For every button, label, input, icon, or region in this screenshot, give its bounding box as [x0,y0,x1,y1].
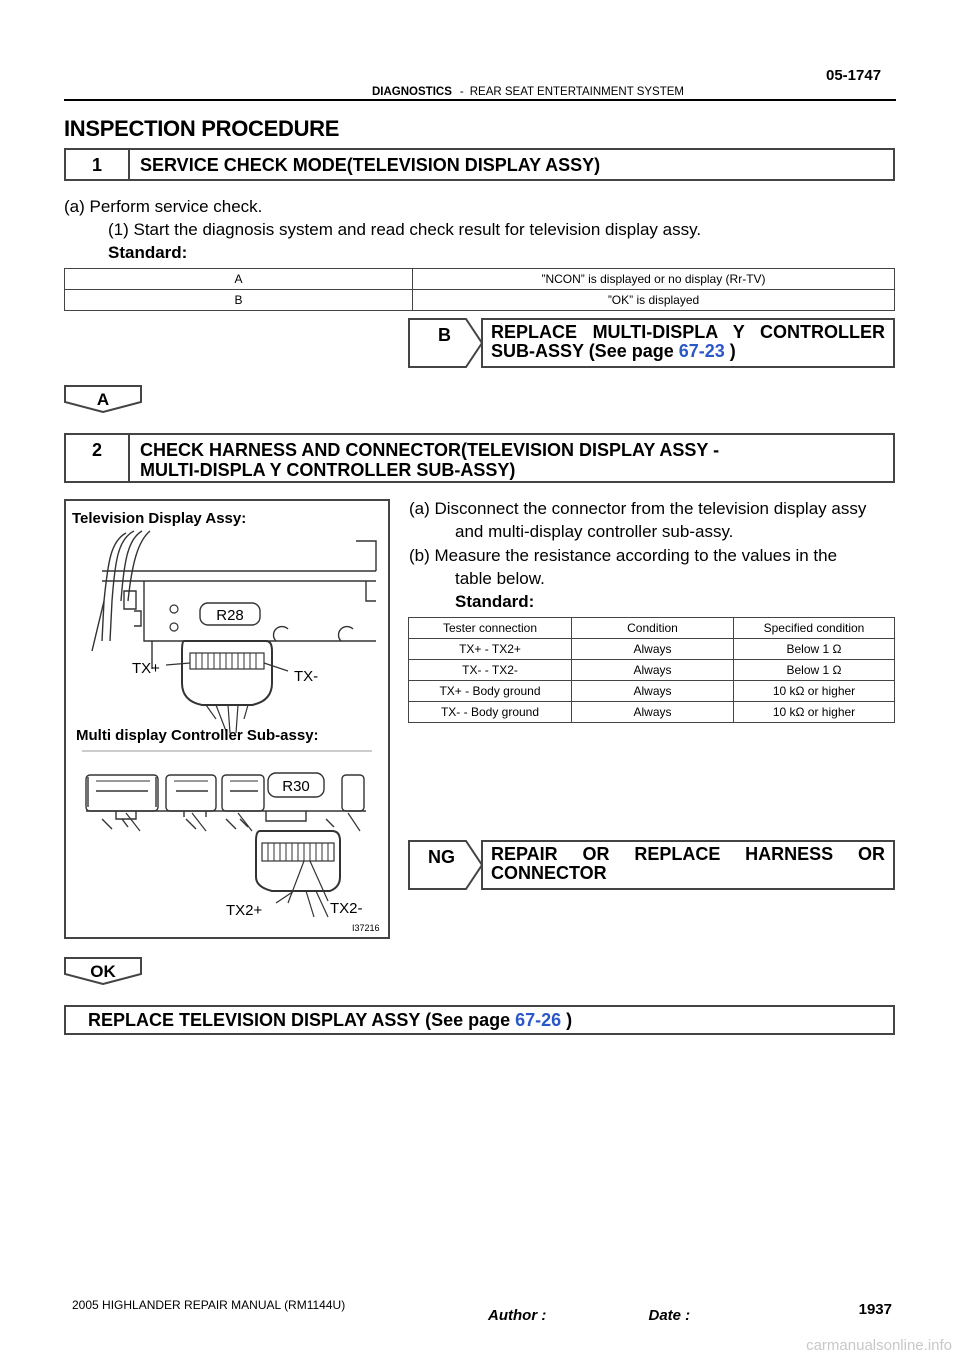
table-row [409,660,895,681]
table-row [409,639,895,660]
step-2-line-a2: and multi-display controller sub-assy. [455,522,734,541]
step-2-title-line2: MULTI-DISPLA Y CONTROLLER SUB-ASSY) [140,460,516,480]
table-cell: A [65,269,413,290]
page-title: INSPECTION PROCEDURE [64,116,340,141]
table-row [65,290,895,311]
date-label: Date : [648,1307,691,1324]
result-b-line1: REPLACE MULTI-DISPLA Y CONTROLLER [491,322,885,342]
step-1-line-1: (1) Start the diagnosis system and read check result for television display assy. [108,220,702,239]
table-row [65,269,895,290]
author-date-line [488,1301,900,1324]
table-cell: ”OK” is displayed [413,290,895,311]
result-b-line2-suffix: ) [724,341,736,361]
step-2-line-b2: table below. [455,569,545,588]
step-2-number: 2 [66,435,130,481]
table-row [409,681,895,702]
result-b-line2-prefix: SUB-ASSY (See page [491,341,679,361]
table-header-cell: Specified condition [734,618,895,639]
step-2-title-line1: CHECK HARNESS AND CONNECTOR(TELEVISION DISPLAY ASSY - [140,440,720,460]
connector-r28-label: R28 [216,607,244,624]
step-1-standard-table [64,268,895,311]
pin-tx-minus: TX- [294,668,319,685]
watermark: carmanualsonline.info [806,1337,952,1354]
result-b-page-link[interactable]: 67-23 [678,341,725,361]
result-b-line2 [491,341,736,361]
header-rule [64,99,896,101]
table-cell: ”NCON” is displayed or no display (Rr-TV) [413,269,895,290]
step-1-number: 1 [66,150,130,179]
tag-ok-label: OK [90,962,116,981]
figure-label-tv: Television Display Assy: [72,510,247,527]
subsection-name: REAR SEAT ENTERTAINMENT SYSTEM [469,86,684,98]
final-action-prefix: REPLACE TELEVISION DISPLAY ASSY (See page [88,1010,516,1030]
pin-tx2-minus: TX2- [330,900,363,917]
table-cell: Always [572,702,734,723]
table-cell: TX+ - TX2+ [409,639,572,660]
manual-footer: 2005 HIGHLANDER REPAIR MANUAL (RM1144U) [72,1298,346,1312]
final-action-box [64,1005,895,1035]
table-cell: Always [572,660,734,681]
page-code: 05-1747 [826,67,882,84]
step-2-standard-label: Standard: [455,592,535,611]
step-1-line-a: (a) Perform service check. [64,197,263,216]
table-cell: Below 1 Ω [734,639,895,660]
table-cell: TX+ - Body ground [409,681,572,702]
step-1-standard-label: Standard: [108,243,188,262]
table-cell: Always [572,639,734,660]
table-cell: Always [572,681,734,702]
connector-r30-label: R30 [282,778,310,795]
section-separator: - [459,86,464,98]
table-cell: 10 kΩ or higher [734,681,895,702]
tag-a-label: A [96,390,110,409]
final-page-link[interactable]: 67-26 [515,1010,562,1030]
pin-tx2-plus: TX2+ [226,902,263,919]
connector-figure [64,499,390,939]
table-header-cell: Tester connection [409,618,572,639]
step-2-line-a1: (a) Disconnect the connector from the television display assy [409,499,867,518]
connector-diagram [66,501,388,937]
page-total: 1937 [858,1301,892,1318]
result-ng-box [481,840,895,890]
result-b-box [481,318,895,368]
table-cell: TX- - TX2- [409,660,572,681]
step-2-line-b1: (b) Measure the resistance according to the values in the [409,546,838,565]
table-header-cell: Condition [572,618,734,639]
step-1-box [64,148,895,181]
table-cell: B [65,290,413,311]
result-ng-line1: REPAIR OR REPLACE HARNESS OR [491,844,885,864]
section-name: DIAGNOSTICS [372,86,452,98]
result-ng-line2: CONNECTOR [491,863,607,883]
section-header [372,86,684,98]
step-2-title [130,435,893,481]
pin-tx-plus: TX+ [132,660,160,677]
step-2-box [64,433,895,483]
resistance-table [408,617,895,723]
result-ng-label: NG [428,847,455,867]
author-label: Author : [488,1307,547,1324]
final-action-suffix: ) [561,1010,573,1030]
figure-code: I37216 [352,923,380,933]
result-b-label: B [438,325,451,345]
table-row [409,702,895,723]
table-cell: Below 1 Ω [734,660,895,681]
table-header-row [409,618,895,639]
figure-label-controller: Multi display Controller Sub-assy: [76,727,319,744]
table-cell: TX- - Body ground [409,702,572,723]
step-1-title: SERVICE CHECK MODE(TELEVISION DISPLAY ASSY) [140,155,601,175]
table-cell: 10 kΩ or higher [734,702,895,723]
